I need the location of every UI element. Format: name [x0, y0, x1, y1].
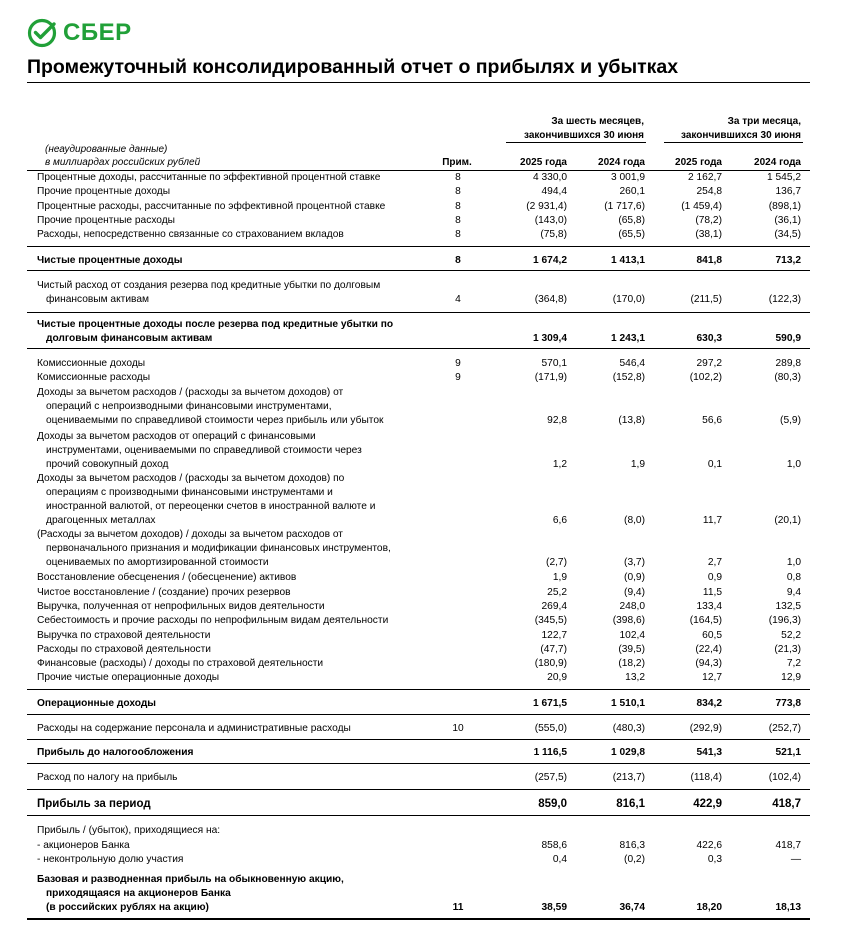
- row-value: 92,8: [547, 415, 567, 426]
- row-label-line: Выручка, полученная от непрофильных видов деятельности: [37, 600, 325, 612]
- row-value: 570,1: [541, 358, 567, 369]
- row-value: 521,1: [775, 747, 801, 758]
- row-value: (898,1): [768, 200, 801, 212]
- row-label-line: Комиссионные расходы: [37, 372, 151, 383]
- row-label-line: Доходы за вычетом расходов / (расходы за вычетом доходов) от: [37, 387, 344, 398]
- row-value: 773,8: [775, 698, 801, 709]
- row-value: 297,2: [696, 358, 722, 369]
- row-value: (211,5): [690, 294, 722, 305]
- row-value: 6,6: [552, 515, 567, 526]
- row-note-ref: 8: [455, 172, 461, 183]
- row-value: 12,7: [702, 672, 722, 683]
- row-note-ref: 9: [455, 358, 461, 369]
- row-value: 0,9: [707, 572, 722, 583]
- row-value: (180,9): [534, 658, 567, 669]
- row-value: 18,13: [775, 902, 801, 913]
- row-value: 834,2: [696, 698, 722, 709]
- row-value: 38,59: [541, 902, 567, 913]
- row-separator: [27, 789, 810, 790]
- row-label-line: Процентные расходы, рассчитанные по эффективной процентной ставке: [37, 200, 386, 212]
- row-label-line: Выручка по страховой деятельности: [37, 629, 211, 641]
- row-label: [37, 571, 427, 585]
- row-value: 122,7: [541, 629, 567, 641]
- note-unaudited: (неаудированные данные): [45, 144, 168, 155]
- row-label: [37, 228, 427, 242]
- row-value: 1,9: [552, 572, 567, 583]
- row-label-line: финансовым активам: [46, 294, 149, 305]
- six-months-header-rule: [506, 142, 646, 143]
- row-label-line: Расходы, непосредственно связанные со страхованием вкладов: [37, 229, 344, 240]
- row-label-line: драгоценных металлах: [46, 515, 156, 526]
- row-value: 1 116,5: [533, 747, 567, 758]
- row-label: [37, 746, 427, 760]
- row-note-ref: 8: [455, 186, 461, 197]
- row-value: (13,8): [618, 415, 645, 426]
- row-value: 9,4: [786, 586, 801, 598]
- row-note-ref: 9: [455, 372, 461, 383]
- row-value: 12,9: [781, 672, 801, 683]
- brand-name: СБЕР: [63, 19, 132, 46]
- three-months-header: За три месяца, закончившихся 30 июня: [681, 116, 801, 141]
- row-note-ref: 8: [455, 255, 461, 266]
- three-months-header-rule: [664, 142, 803, 143]
- row-value: (78,2): [695, 215, 722, 226]
- row-value: 494,4: [541, 186, 567, 197]
- row-value: 11,5: [702, 586, 722, 598]
- row-label-line: Расходы по страховой деятельности: [37, 643, 211, 655]
- row-label: [37, 697, 427, 711]
- row-label-line: Чистые процентные доходы: [37, 255, 183, 266]
- row-label-line: долговым финансовым активам: [46, 333, 213, 344]
- row-value: 56,6: [702, 415, 722, 426]
- row-label-line: Прочие процентные доходы: [37, 186, 171, 197]
- row-label: [37, 279, 427, 307]
- row-value: 18,20: [696, 902, 722, 913]
- row-value: 25,2: [547, 586, 567, 598]
- row-value: 289,8: [775, 358, 801, 369]
- row-value: (398,6): [612, 615, 645, 626]
- row-label: [37, 528, 427, 570]
- row-label: [37, 200, 427, 214]
- row-value: (5,9): [780, 415, 801, 426]
- row-label-line: инструментами, оцениваемыми по справедливой стоимости через: [46, 444, 362, 456]
- row-label: [37, 318, 427, 346]
- row-label: [37, 600, 427, 614]
- row-value: 1 243,1: [611, 333, 645, 344]
- row-value: (196,3): [768, 615, 801, 626]
- row-value: (2,7): [546, 557, 567, 568]
- row-value: 816,1: [616, 798, 645, 810]
- row-value: (9,4): [624, 586, 645, 598]
- row-value: (252,7): [768, 723, 801, 734]
- row-value: (18,2): [618, 658, 645, 669]
- row-label-line: Восстановление обесценения / (обесценение) активов: [37, 572, 297, 583]
- row-value: 422,6: [696, 839, 722, 851]
- row-value: (1 717,6): [604, 200, 645, 212]
- row-value: 2,7: [707, 557, 722, 568]
- row-value: 816,3: [619, 839, 645, 851]
- row-note-ref: 10: [452, 723, 464, 734]
- row-value: 1,0: [786, 557, 801, 568]
- row-value: 1 674,2: [533, 255, 567, 266]
- col-header-prim: Прим.: [442, 157, 472, 168]
- col-header-2024-three: 2024 года: [754, 157, 801, 168]
- row-label-line: (Расходы за вычетом доходов) / доходы за вычетом расходов от: [37, 529, 343, 540]
- row-label-line: Финансовые (расходы) / доходы по страховой деятельности: [37, 658, 324, 669]
- row-value: (36,1): [774, 215, 801, 226]
- row-value: (122,3): [768, 294, 801, 305]
- row-label-line: Себестоимость и прочие расходы по непрофильным видам деятельности: [37, 615, 389, 626]
- row-value: 269,4: [541, 600, 567, 612]
- row-separator: [27, 348, 810, 349]
- page-title: Промежуточный консолидированный отчет о прибылях и убытках: [27, 56, 679, 78]
- row-label: [37, 643, 427, 657]
- row-value: (0,2): [624, 854, 645, 865]
- row-label-line: Чистые процентные доходы после резерва под кредитные убытки по: [37, 319, 394, 330]
- row-label-line: оцениваемыми по справедливой стоимости через прибыль или убыток: [46, 415, 384, 426]
- row-value: (3,7): [624, 557, 645, 568]
- row-value: 858,6: [541, 839, 567, 851]
- row-value: (34,5): [774, 229, 801, 240]
- row-label: [37, 839, 427, 853]
- row-separator: [27, 815, 810, 816]
- row-value: (164,5): [689, 615, 722, 626]
- row-value: 1,0: [786, 458, 801, 470]
- row-value: 260,1: [619, 186, 645, 197]
- row-label: [37, 671, 427, 685]
- row-label-line: приходящаяся на акционеров Банка: [46, 888, 231, 899]
- row-value: 4 330,0: [533, 172, 567, 183]
- row-separator: [27, 312, 810, 313]
- row-value: 0,1: [707, 458, 722, 470]
- row-separator: [27, 689, 810, 690]
- row-label-line: иностранной валютой, от переоценки счетов в иностранной валюте и: [46, 501, 376, 512]
- row-value: 132,5: [775, 600, 801, 612]
- row-value: (21,3): [774, 643, 801, 655]
- row-value: 630,3: [696, 333, 722, 344]
- row-label-line: Чистый расход от создания резерва под кредитные убытки по долговым: [37, 280, 381, 291]
- row-separator: [27, 739, 810, 740]
- row-label: [37, 586, 427, 600]
- row-value: 7,2: [786, 658, 801, 669]
- row-value: 713,2: [775, 255, 801, 266]
- row-label: [37, 171, 427, 185]
- row-label: [37, 657, 427, 671]
- row-value: —: [790, 854, 801, 865]
- row-value: (2 931,4): [526, 200, 567, 212]
- row-label: [37, 386, 427, 428]
- row-separator: [27, 763, 810, 764]
- title-rule: [27, 82, 810, 83]
- row-note-ref: 4: [455, 294, 461, 305]
- row-value: 60,5: [702, 629, 722, 641]
- row-value: 1 671,5: [533, 698, 567, 709]
- row-value: 590,9: [775, 333, 801, 344]
- row-value: 546,4: [619, 358, 645, 369]
- row-label: [37, 629, 427, 643]
- row-value: 133,4: [696, 600, 722, 612]
- row-label-line: (в российских рублях на акцию): [46, 902, 209, 913]
- row-value: (1 459,4): [681, 200, 722, 212]
- row-label-line: операций с непроизводными финансовыми инструментами,: [46, 401, 332, 412]
- row-label-line: первоначального признания и модификации финансовых инструментов,: [46, 543, 391, 554]
- row-label: [37, 430, 427, 472]
- row-label: [37, 722, 427, 736]
- row-label: [37, 371, 427, 385]
- row-value: 1 413,1: [611, 255, 645, 266]
- row-value: (118,4): [690, 772, 722, 783]
- row-value: (102,2): [689, 372, 722, 383]
- row-value: 1 545,2: [767, 172, 801, 183]
- row-label-line: Операционные доходы: [37, 698, 156, 709]
- col-header-2024-six: 2024 года: [598, 157, 645, 168]
- row-label-line: Чистое восстановление / (создание) прочих резервов: [37, 586, 291, 598]
- row-label: [37, 771, 427, 785]
- row-value: (480,3): [612, 723, 645, 734]
- row-label-line: Прибыль до налогообложения: [37, 747, 194, 758]
- row-value: (152,8): [612, 372, 645, 383]
- row-value: 248,0: [619, 600, 645, 612]
- row-label-line: Комиссионные доходы: [37, 358, 146, 369]
- row-label: [37, 853, 427, 867]
- row-value: (364,8): [534, 294, 567, 305]
- row-value: 136,7: [775, 186, 801, 197]
- row-value: 1 309,4: [533, 333, 567, 344]
- row-label-line: операциям с производными финансовыми инструментами и: [46, 487, 333, 498]
- row-value: 841,8: [696, 255, 722, 266]
- row-label-line: Расход по налогу на прибыль: [37, 772, 178, 783]
- six-months-header: За шесть месяцев, закончившихся 30 июня: [524, 116, 644, 141]
- row-label-line: Прибыль / (убыток), приходящиеся на:: [37, 825, 221, 836]
- row-value: (102,4): [768, 772, 801, 783]
- row-value: (257,5): [534, 772, 567, 783]
- row-value: 20,9: [547, 672, 567, 683]
- row-label-line: Прибыль за период: [37, 798, 151, 810]
- row-value: (80,3): [774, 372, 801, 383]
- note-units: в миллиардах российских рублей: [45, 157, 201, 168]
- row-label-line: - неконтрольную долю участия: [37, 854, 184, 865]
- row-note-ref: 8: [455, 215, 461, 226]
- row-value: (20,1): [774, 515, 801, 526]
- row-note-ref: 11: [452, 902, 464, 913]
- row-label-line: Базовая и разводненная прибыль на обыкновенную акцию,: [37, 874, 344, 885]
- row-value: 418,7: [775, 839, 801, 851]
- row-value: 254,8: [696, 186, 722, 197]
- row-separator: [27, 246, 810, 247]
- row-value: (345,5): [534, 615, 567, 626]
- row-separator: [27, 714, 810, 715]
- row-value: (292,9): [689, 723, 722, 734]
- row-value: (171,9): [534, 372, 567, 383]
- row-value: 1,2: [552, 458, 567, 470]
- row-value: 422,9: [693, 798, 722, 810]
- table-bottom-rule: [27, 918, 810, 920]
- row-label: [37, 614, 427, 628]
- row-value: 1,9: [630, 458, 645, 470]
- row-value: (65,8): [618, 215, 645, 226]
- row-value: 859,0: [538, 798, 567, 810]
- row-value: (38,1): [695, 229, 722, 240]
- row-value: (213,7): [612, 772, 645, 783]
- row-value: (143,0): [534, 215, 567, 226]
- row-label-line: Доходы за вычетом расходов / (расходы за вычетом доходов) по: [37, 473, 345, 484]
- row-label: [37, 824, 427, 838]
- row-label: [37, 797, 427, 811]
- row-label-line: Прочие чистые операционные доходы: [37, 672, 220, 683]
- row-value: (170,0): [612, 294, 645, 305]
- row-value: (94,3): [695, 658, 722, 669]
- row-label: [37, 472, 427, 528]
- row-value: 1 510,1: [611, 698, 645, 709]
- row-value: (39,5): [618, 643, 645, 655]
- row-value: (75,8): [540, 229, 567, 240]
- row-value: 3 001,9: [611, 172, 645, 183]
- row-value: 11,7: [702, 515, 722, 526]
- row-value: 418,7: [772, 798, 801, 810]
- row-label-line: Процентные доходы, рассчитанные по эффективной процентной ставке: [37, 172, 381, 183]
- sber-logo: [27, 18, 132, 48]
- col-header-2025-six: 2025 года: [520, 157, 567, 168]
- row-label: [37, 254, 427, 268]
- row-value: (0,9): [624, 572, 645, 583]
- row-value: 0,8: [786, 572, 801, 583]
- row-value: 2 162,7: [688, 172, 722, 183]
- row-label-line: прочий совокупный доход: [46, 458, 169, 470]
- row-value: (22,4): [695, 643, 722, 655]
- row-value: 102,4: [619, 629, 645, 641]
- row-value: 0,4: [552, 854, 567, 865]
- sber-logo-icon: [27, 18, 57, 48]
- row-label: [37, 357, 427, 371]
- row-note-ref: 8: [455, 200, 461, 212]
- row-value: (65,5): [618, 229, 645, 240]
- row-label: [37, 873, 427, 915]
- row-value: 52,2: [781, 629, 801, 641]
- row-label-line: оцениваемых по амортизированной стоимости: [46, 557, 269, 568]
- row-label: [37, 185, 427, 199]
- row-label-line: Расходы на содержание персонала и административные расходы: [37, 723, 351, 734]
- row-value: (555,0): [534, 723, 567, 734]
- row-value: 36,74: [619, 902, 645, 913]
- row-value: 1 029,8: [611, 747, 645, 758]
- row-label-line: - акционеров Банка: [37, 839, 130, 851]
- row-value: (8,0): [624, 515, 645, 526]
- row-label-line: Доходы за вычетом расходов от операций с финансовыми: [37, 430, 316, 442]
- row-note-ref: 8: [455, 229, 461, 240]
- row-value: 541,3: [696, 747, 722, 758]
- row-label: [37, 214, 427, 228]
- row-label-line: Прочие процентные расходы: [37, 215, 176, 226]
- row-separator: [27, 270, 810, 271]
- row-value: 13,2: [625, 672, 645, 683]
- row-value: 0,3: [707, 854, 722, 865]
- col-header-2025-three: 2025 года: [675, 157, 722, 168]
- row-value: (47,7): [540, 643, 567, 655]
